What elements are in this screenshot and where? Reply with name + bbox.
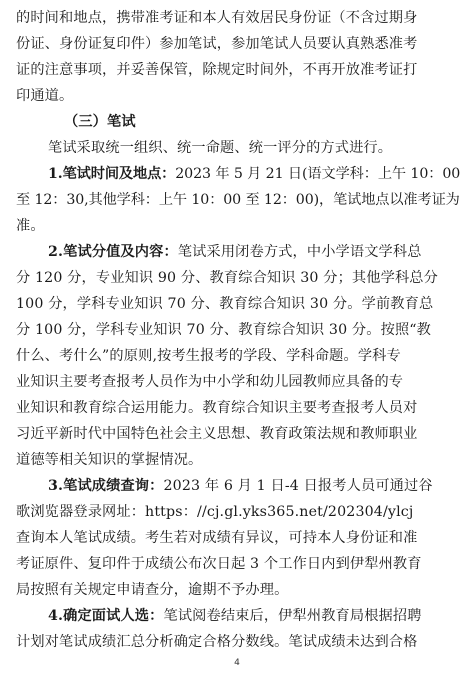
line-text: 笔试采用闭卷方式，中小学语文学科总 <box>177 244 422 260</box>
paragraph-line <box>16 526 458 550</box>
paragraph-line <box>48 136 458 160</box>
paragraph-line <box>16 188 458 212</box>
line-text: 什么、考什么”的原则,按考生报考的学段、学科命题。学科专 <box>16 348 401 364</box>
line-text: 业知识主要考查报考人员作为中小学和幼儿园教师应具备的专 <box>16 374 404 390</box>
line-text: 证的注意事项，并妥善保管，除规定时间外，不再开放准考证打 <box>16 62 418 78</box>
line-text: 100 分，学科专业知识 70 分、教育综合知识 30 分。学前教育总 <box>16 296 434 312</box>
paragraph-line <box>16 292 458 316</box>
line-text: 局按照有关规定申请查分，逾期不予办理。 <box>16 582 289 598</box>
line-text: 笔试阅卷结束后，伊犁州教育局根据招聘 <box>163 608 422 624</box>
section-heading <box>64 110 458 134</box>
item-heading: 4.确定面试人选： <box>48 608 164 624</box>
page-number: 4 <box>234 658 240 668</box>
paragraph-line <box>16 578 458 602</box>
line-text: 笔试采取统一组织、统一命题、统一评分的方式进行。 <box>48 140 393 156</box>
line-text: 计划对笔试成绩汇总分析确定合格分数线。笔试成绩未达到合格 <box>16 634 418 650</box>
paragraph-line <box>16 500 458 524</box>
paragraph-line <box>16 84 458 108</box>
line-text: 至 12：30,其他学科：上午 10：00 至 12：00)，笔试地点以准考证为 <box>16 192 460 208</box>
paragraph-line <box>16 58 458 82</box>
line-text: 歌浏览器登录网址：https：//cj.gl.yks365.net/202304/ylcj <box>16 504 414 520</box>
line-text: 分 100 分，学科专业知识 70 分、教育综合知识 30 分。按照“教 <box>16 322 432 338</box>
line-text: 分 120 分，专业知识 90 分、教育综合知识 30 分；其他学科总分 <box>16 270 438 286</box>
line-text: 印通道。 <box>16 88 74 104</box>
paragraph-line <box>16 318 458 342</box>
item-heading: 1.笔试时间及地点： <box>48 166 176 182</box>
paragraph-line <box>16 552 458 576</box>
section-heading-text: （三）笔试 <box>64 114 136 130</box>
paragraph-line <box>16 422 458 446</box>
item-heading: 3.笔试成绩查询： <box>48 478 164 494</box>
paragraph-line <box>16 370 458 394</box>
line-text: 道德等相关知识的掌握情况。 <box>16 452 203 468</box>
line-text: 考证原件、复印件于成绩公布次日起 3 个工作日内到伊犁州教育 <box>16 556 422 572</box>
paragraph-line <box>16 32 458 56</box>
paragraph-line <box>16 266 458 290</box>
line-text: 业知识和教育综合运用能力。教育综合知识主要考查报考人员对 <box>16 400 418 416</box>
paragraph-line <box>16 396 458 420</box>
paragraph-line <box>16 630 458 654</box>
paragraph-line <box>16 6 458 30</box>
paragraph-line <box>48 240 458 264</box>
line-text: 准。 <box>16 218 45 234</box>
item-heading: 2.笔试分值及内容： <box>48 244 178 260</box>
line-text: 查询本人笔试成绩。考生若对成绩有异议，可持本人身份证和准 <box>16 530 418 546</box>
line-text: 份证、身份证复印件）参加笔试，参加笔试人员要认真熟悉准考 <box>16 36 418 52</box>
line-text: 2023 年 5 月 21 日(语文学科：上午 10：00 <box>175 166 461 182</box>
line-text: 习近平新时代中国特色社会主义思想、教育政策法规和教师职业 <box>16 426 418 442</box>
paragraph-line <box>48 162 461 186</box>
line-text: 2023 年 6 月 1 日-4 日报考人员可通过谷 <box>163 478 433 494</box>
paragraph-line <box>16 214 458 238</box>
line-text: 的时间和地点，携带准考证和本人有效居民身份证（不含过期身 <box>16 10 418 26</box>
paragraph-line <box>16 344 458 368</box>
paragraph-line <box>48 604 458 628</box>
paragraph-line <box>16 448 458 472</box>
paragraph-line <box>48 474 458 498</box>
